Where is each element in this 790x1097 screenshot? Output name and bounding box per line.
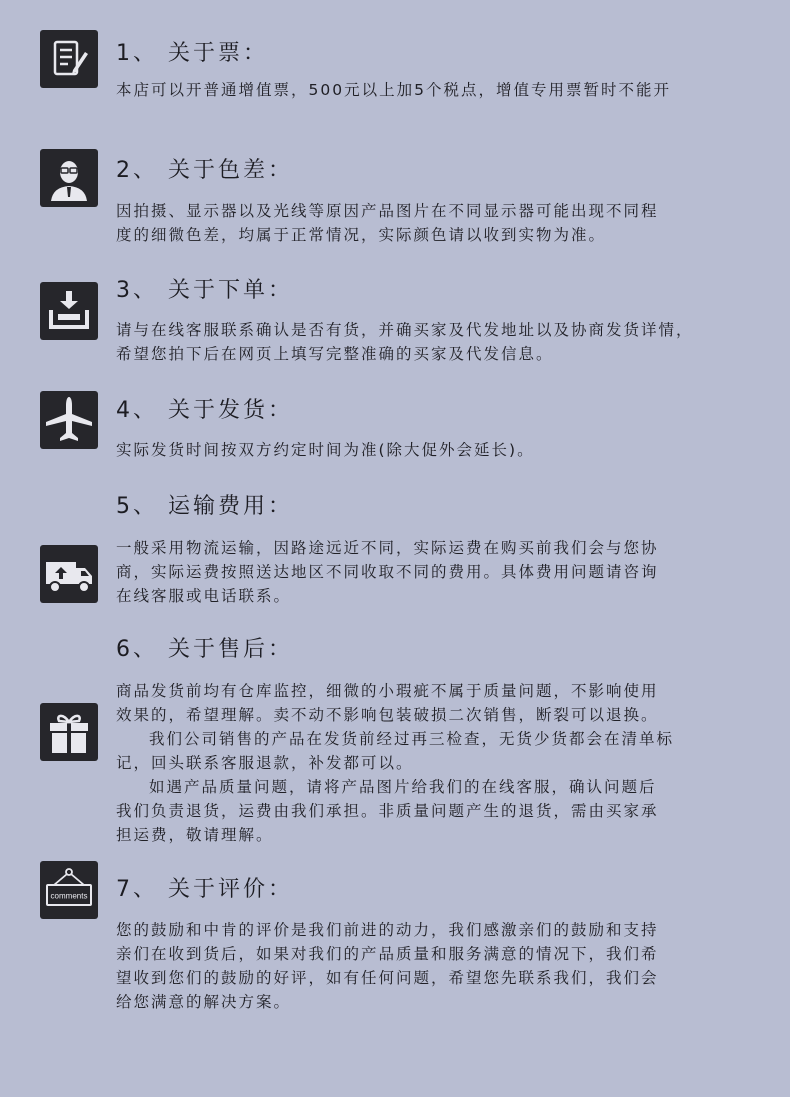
body-line: 效果的，希望理解。卖不动不影响包装破损二次销售，断裂可以退换。 [116, 706, 659, 724]
body-line: 我们公司销售的产品在发货前经过再三检查，无货少货都会在清单标 [149, 730, 675, 748]
body-line: 担运费，敬请理解。 [116, 826, 274, 844]
body-line: 给您满意的解决方案。 [116, 993, 292, 1011]
section-title: 2、 关于色差： [116, 158, 293, 183]
section-body [116, 199, 756, 247]
body-line: 如遇产品质量问题，请将产品图片给我们的在线客服，确认问题后 [149, 778, 657, 796]
delivery-truck-icon [40, 545, 98, 603]
body-line: 您的鼓励和中肯的评价是我们前进的动力，我们感激亲们的鼓励和支持 [116, 921, 659, 939]
section-title: 1、 关于票： [116, 41, 268, 66]
body-line: 因拍摄、显示器以及光线等原因产品图片在不同显示器可能出现不同程 [116, 202, 659, 220]
section-body [116, 918, 756, 1014]
section-body [116, 438, 756, 462]
section-title: 4、 关于发货： [116, 398, 293, 423]
body-line: 希望您拍下后在网页上填写完整准确的买家及代发信息。 [116, 345, 554, 363]
person-icon [40, 149, 98, 207]
comments-sign-icon [40, 861, 98, 919]
body-line: 商，实际运费按照送达地区不同收取不同的费用。具体费用问题请咨询 [116, 563, 659, 581]
comments-sign-text: comments [50, 891, 88, 901]
body-line: 本店可以开普通增值票，500元以上加5个税点，增值专用票暂时不能开 [116, 81, 671, 99]
body-line: 实际发货时间按双方约定时间为准(除大促外会延长)。 [116, 441, 535, 459]
body-line: 记，回头联系客服退款，补发都可以。 [116, 754, 414, 772]
download-tray-icon [40, 282, 98, 340]
body-line: 商品发货前均有仓库监控，细微的小瑕疵不属于质量问题，不影响使用 [116, 682, 659, 700]
section-body [116, 536, 756, 608]
body-line: 我们负责退货，运费由我们承担。非质量问题产生的退货，需由买家承 [116, 802, 659, 820]
section-title: 5、 运输费用： [116, 494, 293, 519]
airplane-icon [40, 391, 98, 449]
body-line: 请与在线客服联系确认是否有货，并确买家及代发地址以及协商发货详情， [116, 321, 694, 339]
section-title: 3、 关于下单： [116, 278, 293, 303]
body-line: 度的细微色差，均属于正常情况，实际颜色请以收到实物为准。 [116, 226, 607, 244]
section-title: 6、 关于售后： [116, 637, 293, 662]
body-line: 望收到您们的鼓励的好评，如有任何问题，希望您先联系我们，我们会 [116, 969, 659, 987]
section-body [116, 318, 756, 366]
body-line: 一般采用物流运输，因路途远近不同，实际运费在购买前我们会与您协 [116, 539, 659, 557]
section-body [116, 679, 756, 847]
section-title: 7、 关于评价： [116, 877, 293, 902]
section-body [116, 78, 756, 102]
body-line: 在线客服或电话联系。 [116, 587, 292, 605]
body-line: 亲们在收到货后，如果对我们的产品质量和服务满意的情况下，我们希 [116, 945, 659, 963]
edit-document-icon [40, 30, 98, 88]
gift-box-icon [40, 703, 98, 761]
